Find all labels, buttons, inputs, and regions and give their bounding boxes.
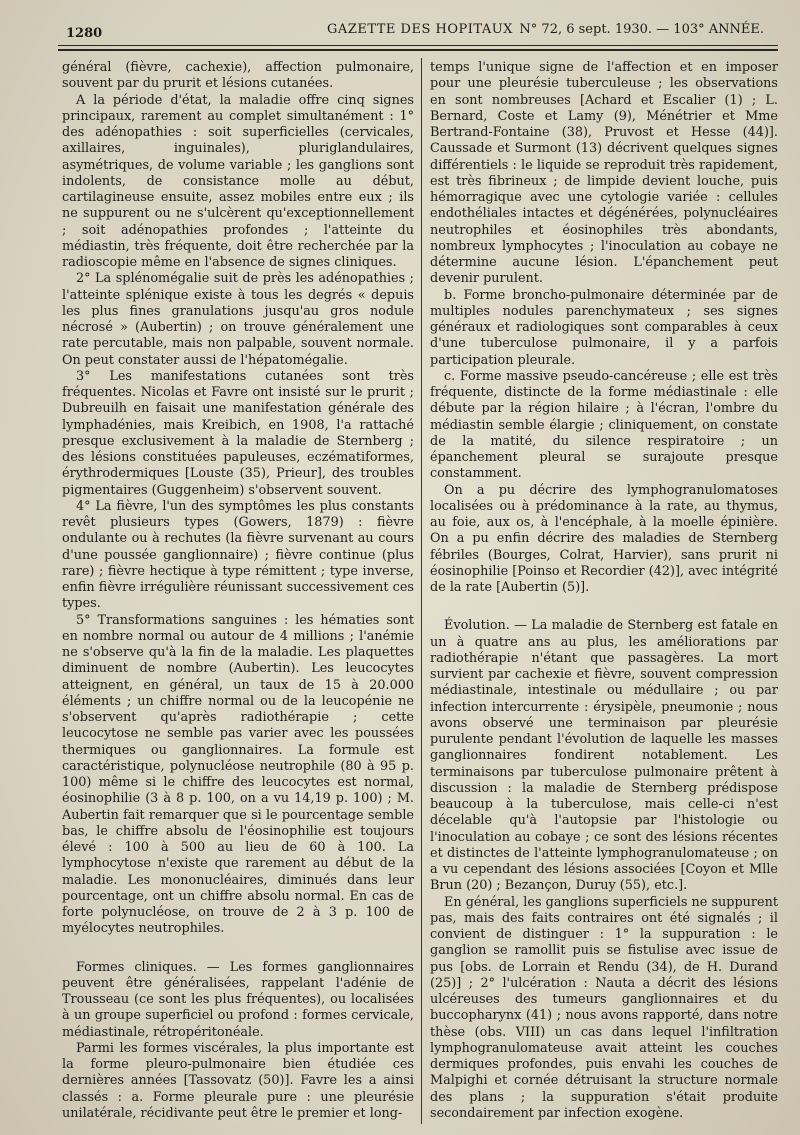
column-divider — [421, 58, 422, 1124]
right-column — [430, 60, 778, 1122]
paragraph: c. Forme massive pseudo-cancéreuse ; elle est très fréquente, distincte de la forme médiastinale : elle débute par la région hilaire ; à l'écran, l'ombre du médiastin semble élargie ; cliniquement, on constate de la matité, du silence respiratoire ; un épanchement pleural se surajoute presque constamment. — [430, 368, 778, 482]
section-paragraph: Formes cliniques. — Les formes ganglionnaires peuvent être généralisées, rappelant l'adénie de Trousseau (ce sont les plus fréquentes), ou localisées à un groupe superficiel ou profond : formes cervicale, médiastinale, rétropéritonéale. — [62, 959, 414, 1040]
header-rule — [58, 45, 778, 46]
paragraph: 3° Les manifestations cutanées sont très fréquentes. Nicolas et Favre ont insisté sur le prurit ; Dubreuilh en faisait une manifestation générale des lymphadénies, mais Kreibich, en 1908, l'a rattaché presque exclusivement à la maladie de Sternberg ; des lésions constituées papuleuses, eczématiformes, érythrodermiques [Louste (35), Prieur], des troubles pigmentaires (Guggenheim) s'observent souvent. — [62, 368, 414, 498]
paragraph: 2° La splénomégalie suit de près les adénopathies ; l'atteinte splénique existe à tous les degrés « depuis les plus fines granulations jusqu'au gros nodule nécrosé » (Aubertin) ; on trouve généralement une rate percutable, mais non palpable, souvent normale. On peut constater aussi de l'hépatomégalie. — [62, 271, 414, 368]
paragraph: Parmi les formes viscérales, la plus importante est la forme pleuro-pulmonaire bien étudiée ces dernières années [Tassovatz (50)]. Favre les a ainsi classés : a. Forme pleurale pure : une pleurésie unilatérale, récidivante peut être le premier et long- — [62, 1040, 414, 1121]
paragraph: A la période d'état, la maladie offre cinq signes principaux, rarement au complet simultanément : 1° des adénopathies : soit superficielles (cervicales, axillaires, inguinales), pluriglandulaires, asymétriques, de volume variable ; les ganglions sont indolents, de consistance molle au début, cartilagineuse ensuite, assez mobiles entre eux ; ils ne suppurent ou ne s'ulcèrent qu'exceptionnellement ; soit adénopathies profondes ; l'atteinte du médiastin, très fréquente, doit être recherchée par la radioscopie même en l'absence de signes cliniques. — [62, 92, 414, 270]
header-rule-thick — [58, 49, 778, 51]
paragraph: On a pu décrire des lymphogranulomatoses localisées ou à prédominance à la rate, au thymus, au foie, aux os, à l'encéphale, à la moelle épinière. On a pu enfin décrire des maladies de Sternberg fébriles (Bourges, Colrat, Harvier), sans prurit ni éosinophilie [Poinso et Recordier (42)], avec intégrité de la rate [Aubertin (5)]. — [430, 482, 778, 595]
paragraph: temps l'unique signe de l'affection et en imposer pour une pleurésie tuberculeuse ; les observations en sont nombreuses [Achard et Escalier (1) ; L. Bernard, Coste et Lamy (9), Ménétrier et Mme Bertrand-Fontaine (38), Pruvost et Hesse (44)]. Caussade et Surmont (13) décrivent quelques signes différentiels : le liquide se reproduit très rapidement, est très fibrineux ; de limpide devient louche, puis hémorragique avec une cytologie variée : cellules endothéliales intactes et dégénérées, polynucléaires neutrophiles et éosinophiles très abondants, nombreux lymphocytes ; l'inoculation au cobaye ne détermine aucune lésion. L'épanchement peut devenir purulent. — [430, 60, 778, 287]
journal-title: GAZETTE DES HOPITAUX — [327, 22, 513, 37]
paragraph: 4° La fièvre, l'un des symptômes les plus constants revêt plusieurs types (Gowers, 1879) : fièvre ondulante ou à rechutes (la fièvre survenant au cours d'une poussée ganglionnaire) ; fièvre continue (plus rare) ; fièvre hectique à type rémittent ; type inverse, enfin fièvre irrégulière réunissant successivement ces types. — [62, 498, 414, 612]
paragraph: 5° Transformations sanguines : les hématies sont en nombre normal ou autour de 4 millions ; l'anémie ne s'observe qu'à la fin de la maladie. Les plaquettes diminuent de nombre (Aubertin). Les leucocytes atteignent, en général, un taux de 15 à 20.000 éléments ; un chiffre normal ou de la leucopénie ne s'observent qu'après radiothérapie ; cette leucocytose ne semble pas varier avec les poussées thermiques ou ganglionnaires. La formule est caractéristique, polynucléose neutrophile (80 à 95 p. 100) même si le chiffre des leucocytes est normal, éosinophilie (3 à 8 p. 100, on a vu 14,19 p. 100) ; M. Aubertin fait remarquer que si le pourcentage semble bas, le chiffre absolu de l'éosinophilie est toujours élevé : 100 à 500 au lieu de 60 à 100. La lymphocytose n'existe que rarement au début de la maladie. Les mononucléaires, diminués dans leur pourcentage, ont un chiffre absolu normal. En cas de forte polynucléose, on trouve de 2 à 3 p. 100 de myélocytes neutrophiles. — [62, 612, 414, 937]
paragraph: b. Forme broncho-pulmonaire déterminée par de multiples nodules parenchymateux ; ses signes généraux et radiologiques sont comparables à ceux d'une tuberculose pulmonaire, il y a parfois participation pleurale. — [430, 287, 778, 368]
paragraph: général (fièvre, cachexie), affection pulmonaire, souvent par du prurit et lésions cutanées. — [62, 60, 414, 92]
page-header — [58, 16, 782, 46]
section-paragraph: Évolution. — La maladie de Sternberg est fatale en un à quatre ans au plus, les améliorations par radiothérapie n'étant que passagères. La mort survient par cachexie et fièvre, souvent compression médiastinale, intestinale ou médullaire ; ou par infection intercurrente : érysipèle, pneumonie ; nous avons observé une terminaison par pleurésie purulente pendant l'évolution de laquelle les masses ganglionnaires fondirent notablement. Les terminaisons par tuberculose pulmonaire prêtent à discussion : la maladie de Sternberg prédispose beaucoup à la tuberculose, mais celle-ci n'est décelable qu'à l'autopsie par l'histologie ou l'inoculation au cobaye ; ce sont des lésions récentes et distinctes de l'atteinte lymphogranulomateuse ; on a vu cependant des lésions associées [Coyon et Mlle Brun (20) ; Bezançon, Duruy (55), etc.]. — [430, 618, 778, 894]
page-number: 1280 — [66, 26, 103, 41]
issue-info: N° 72, 6 sept. 1930. — 103° ANNÉE. — [519, 22, 764, 37]
left-column — [62, 60, 414, 1122]
paragraph: En général, les ganglions superficiels ne suppurent pas, mais des faits contraires ont été signalés ; il convient de distinguer : 1° la suppuration : le ganglion se ramollit puis se fistulise avec issue de pus [obs. de Lorrain et Rendu (34), de H. Durand (25)] ; 2° l'ulcération : Nauta a décrit des lésions ulcéreuses des tumeurs ganglionnaires et du buccopharynx (41) ; nous avons rapporté, dans notre thèse (obs. VIII) un cas dans lequel l'infiltration lymphogranulomateuse avait atteint les couches dermiques profondes, puis envahi les couches de Malpighi et cornée détruisant la structure normale des plans ; la suppuration s'était produite secondairement par infection exogène. — [430, 894, 778, 1121]
